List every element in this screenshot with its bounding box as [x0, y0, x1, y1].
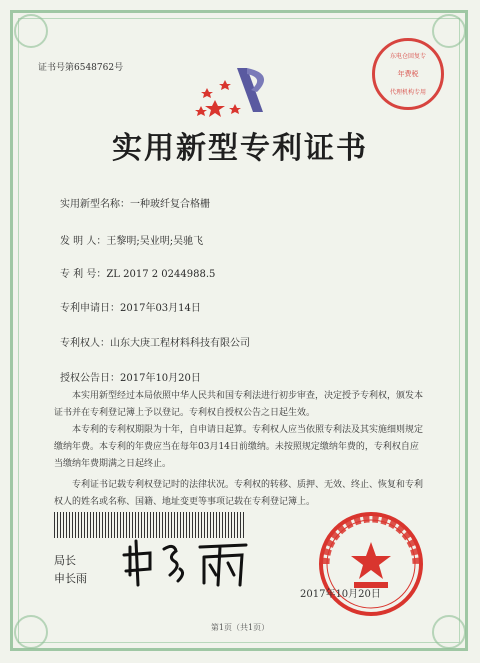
field-utility-model-name: 实用新型名称：一种玻纤复合格栅 [60, 199, 210, 210]
field-patent-number: 专 利 号：ZL 2017 2 0244988.5 [60, 269, 216, 280]
body-paragraph: 专利证书记载专利权登记时的法律状况。专利权的转移、质押、无效、终止、恢复和专利权人的姓名或名称、国籍、地址变更等事项记载在专利登记簿上。 [54, 480, 424, 507]
page-indicator: 第1页（共1页） [210, 623, 270, 632]
handwritten-signature-icon [120, 535, 260, 590]
body-paragraph: 本专利的专利权期限为十年，自申请日起算。专利权人应当依照专利法及其实施细则规定缴纳年费。本专利的年费应当在每年03月14日前缴纳。未按照规定缴纳年费的，专利权自应当缴纳年费期满之日起终止。 [54, 425, 424, 469]
body-paragraph: 本实用新型经过本局依照中华人民共和国专利法进行初步审查，决定授予专利权，颁发本证书并在专利登记簿上予以登记。专利权自授权公告之日起生效。 [54, 391, 424, 418]
field-filing-date: 专利申请日：2017年03月14日 [60, 303, 201, 314]
certificate-body [54, 388, 424, 511]
certificate-number: 证书号第6548762号 [38, 63, 124, 73]
signatory-name: 申长雨 [54, 572, 87, 585]
agency-seal-icon: 东电仓回复专 年费税 代理机构专用 [372, 38, 444, 110]
signatory-role: 局长 [54, 554, 76, 567]
field-inventor: 发 明 人：王黎明;吴业明;吴驰飞 [60, 236, 204, 247]
page-title: 实用新型专利证书 [112, 131, 368, 166]
field-grant-date: 授权公告日：2017年10月20日 [60, 373, 201, 384]
corner-ornament-icon [432, 14, 466, 48]
corner-ornament-icon [14, 14, 48, 48]
patent-office-logo-icon [195, 60, 285, 120]
issue-date-stamp: 2017年10月20日 [300, 589, 381, 600]
field-patentee: 专利权人：山东大庚工程材料科技有限公司 [60, 338, 250, 349]
